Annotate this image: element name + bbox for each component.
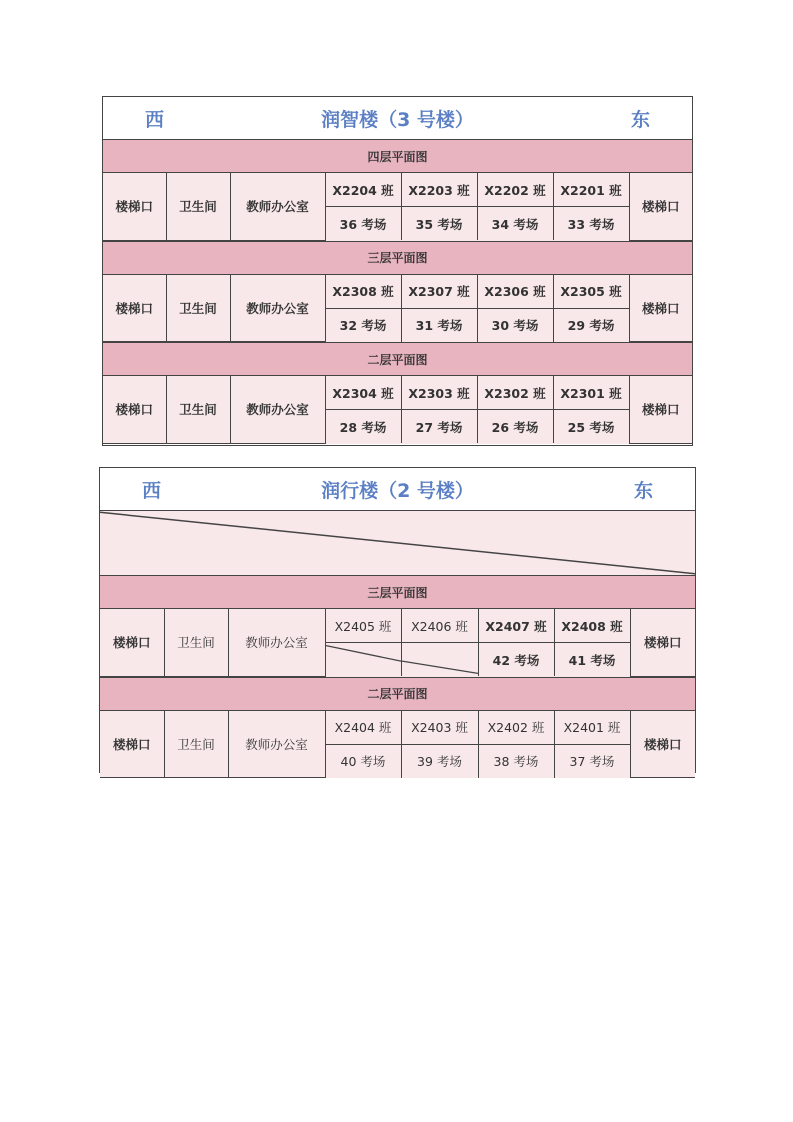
stairs-west: 楼梯口 xyxy=(103,173,166,240)
exam-room-cell: 40 考场 xyxy=(325,744,401,778)
class-cell: X2305 班 xyxy=(553,275,629,309)
floor-section xyxy=(103,242,692,344)
toilet: 卫生间 xyxy=(164,711,228,778)
exam-room-cell: 38 考场 xyxy=(478,744,554,778)
stairs-east: 楼梯口 xyxy=(629,376,692,443)
exam-room-cell: 39 考场 xyxy=(401,744,478,778)
floor-section xyxy=(103,343,692,444)
stairs-west: 楼梯口 xyxy=(100,711,164,778)
class-cell: X2402 班 xyxy=(478,711,554,745)
exam-room-cell: 29 考场 xyxy=(553,308,629,342)
class-cell: X2408 班 xyxy=(554,609,630,643)
floor-label: 三层平面图 xyxy=(100,576,695,609)
class-cell: X2404 班 xyxy=(325,711,401,745)
class-cell: X2407 班 xyxy=(478,609,554,643)
class-cell: X2302 班 xyxy=(477,376,553,410)
class-cell: X2203 班 xyxy=(401,173,477,207)
diagonal-line xyxy=(100,511,695,575)
stairs-east: 楼梯口 xyxy=(629,173,692,240)
exam-room-cell: 37 考场 xyxy=(554,744,630,778)
class-cell: X2303 班 xyxy=(401,376,477,410)
teacher-office: 教师办公室 xyxy=(230,376,325,443)
stairs-east: 楼梯口 xyxy=(630,609,695,676)
exam-room-cell: 34 考场 xyxy=(477,207,553,241)
building-runzhi xyxy=(102,96,693,446)
floor-label: 二层平面图 xyxy=(100,678,695,711)
crossed-out-floor xyxy=(100,511,695,576)
exam-room-cell: 41 考场 xyxy=(554,643,630,677)
stairs-west: 楼梯口 xyxy=(100,609,164,676)
building-header xyxy=(103,97,692,140)
building-runxing xyxy=(99,467,696,773)
building-title: 润智楼（3 号楼） xyxy=(321,109,474,131)
west-label: 西 xyxy=(142,480,162,502)
class-cell: X2401 班 xyxy=(554,711,630,745)
teacher-office: 教师办公室 xyxy=(228,711,325,778)
class-cell: X2301 班 xyxy=(553,376,629,410)
stairs-east: 楼梯口 xyxy=(630,711,695,778)
exam-room-cell: 42 考场 xyxy=(478,643,554,677)
exam-room-cell: 26 考场 xyxy=(477,410,553,444)
crossed-cell xyxy=(401,643,478,677)
exam-room-cell: 28 考场 xyxy=(325,410,401,444)
class-cell: X2202 班 xyxy=(477,173,553,207)
class-cell: X2307 班 xyxy=(401,275,477,309)
diagonal-line xyxy=(402,643,478,676)
floor-label: 三层平面图 xyxy=(103,242,692,275)
floor-plan-table xyxy=(100,609,695,677)
stairs-west: 楼梯口 xyxy=(103,275,166,342)
exam-room-cell: 27 考场 xyxy=(401,410,477,444)
floor-plan-table xyxy=(103,173,692,241)
west-label: 西 xyxy=(145,109,165,131)
crossed-cell xyxy=(325,643,401,677)
east-label: 东 xyxy=(630,109,650,131)
class-cell: X2201 班 xyxy=(553,173,629,207)
class-cell: X2405 班 xyxy=(325,609,401,643)
floor-plan-table xyxy=(103,275,692,343)
diagonal-line xyxy=(326,643,401,676)
class-cell: X2204 班 xyxy=(325,173,401,207)
class-cell: X2406 班 xyxy=(401,609,478,643)
teacher-office: 教师办公室 xyxy=(230,275,325,342)
toilet: 卫生间 xyxy=(164,609,228,676)
floor-plan-table xyxy=(103,376,692,444)
floor-label: 四层平面图 xyxy=(103,140,692,173)
east-label: 东 xyxy=(633,480,653,502)
building-header xyxy=(100,468,695,511)
floor-plan-table xyxy=(100,711,695,779)
class-cell: X2304 班 xyxy=(325,376,401,410)
exam-room-cell: 32 考场 xyxy=(325,308,401,342)
exam-room-cell: 35 考场 xyxy=(401,207,477,241)
exam-room-cell: 36 考场 xyxy=(325,207,401,241)
teacher-office: 教师办公室 xyxy=(230,173,325,240)
toilet: 卫生间 xyxy=(166,376,230,443)
stairs-east: 楼梯口 xyxy=(629,275,692,342)
floor-section xyxy=(100,678,695,779)
building-title: 润行楼（2 号楼） xyxy=(321,480,474,502)
exam-room-cell: 33 考场 xyxy=(553,207,629,241)
floor-section xyxy=(103,140,692,242)
floor-section xyxy=(100,576,695,678)
exam-room-cell: 25 考场 xyxy=(553,410,629,444)
floor-label: 二层平面图 xyxy=(103,343,692,376)
exam-room-cell: 31 考场 xyxy=(401,308,477,342)
class-cell: X2306 班 xyxy=(477,275,553,309)
class-cell: X2403 班 xyxy=(401,711,478,745)
class-cell: X2308 班 xyxy=(325,275,401,309)
stairs-west: 楼梯口 xyxy=(103,376,166,443)
exam-room-cell: 30 考场 xyxy=(477,308,553,342)
teacher-office: 教师办公室 xyxy=(228,609,325,676)
toilet: 卫生间 xyxy=(166,173,230,240)
toilet: 卫生间 xyxy=(166,275,230,342)
